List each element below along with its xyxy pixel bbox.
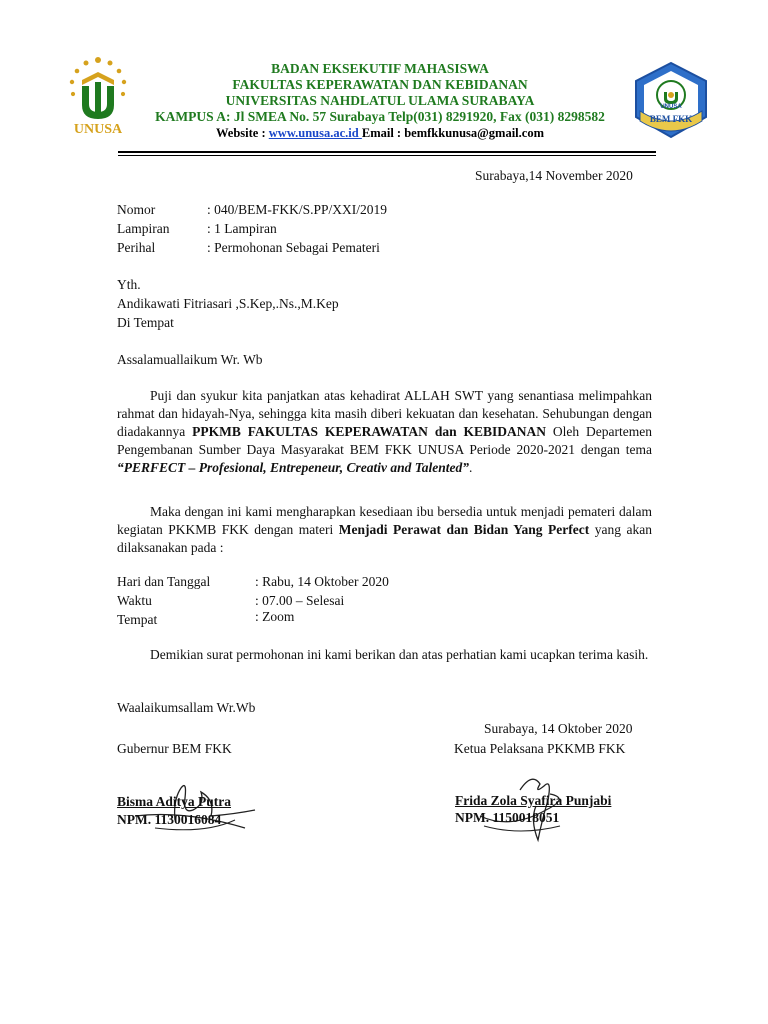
schedule-value: : 07.00 – Selesai <box>255 593 345 608</box>
left-signer-role: Gubernur BEM FKK <box>117 741 232 756</box>
p2-text-a: Maka dengan ini kami mengharapkan kesediaan ibu bersedia untuk menjadi pemateri dalam kegiatan PKKMB FKK dengan materi <box>117 504 652 537</box>
p1-event-name: PPKMB FAKULTAS KEPERAWATAN dan KEBIDANAN <box>192 424 546 439</box>
paragraph-intro <box>117 387 652 477</box>
unusa-logo-text: UNUSA <box>73 122 123 137</box>
letterhead <box>140 61 620 141</box>
left-signer-npm: NPM. 1130016084 <box>117 812 222 827</box>
place-date: Surabaya,14 November 2020 <box>475 168 633 183</box>
unusa-logo <box>64 52 132 140</box>
faculty-name: FAKULTAS KEPERAWATAN DAN KEBIDANAN <box>232 77 528 92</box>
website-label: Website : <box>215 126 269 140</box>
bem-fkk-logo <box>630 61 712 141</box>
right-signer-name: Frida Zola Syafira Punjabi <box>455 793 612 808</box>
meta-label: Perihal <box>117 240 156 255</box>
meta-value: : Permohonan Sebagai Pemateri <box>207 240 380 255</box>
meta-value: : 1 Lampiran <box>207 221 277 236</box>
schedule-label: Hari dan Tanggal <box>117 574 211 589</box>
salam-open: Assalamuallaikum Wr. Wb <box>117 352 263 367</box>
bem-logo-top-text: UNUSA <box>660 104 682 110</box>
header-rule-thin <box>118 155 656 156</box>
meta-nomor <box>117 201 387 219</box>
meta-lampiran <box>117 220 277 238</box>
salam-close: Waalaikumsallam Wr.Wb <box>117 700 256 715</box>
header-rule-thick <box>118 151 656 153</box>
schedule-label: Waktu <box>117 593 152 608</box>
left-signer-name: Bisma Aditya Putra <box>117 794 232 809</box>
paragraph-request <box>117 503 652 557</box>
schedule-time <box>117 592 344 610</box>
meta-label: Nomor <box>117 202 156 217</box>
org-name: BADAN EKSEKUTIF MAHASISWA <box>271 61 489 76</box>
p1-text-c: Oleh Departemen Pengembanan Sumber Daya Masyarakat BEM FKK UNUSA Periode 2020-2021 dengan tema <box>117 424 652 457</box>
website-link[interactable]: www.unusa.ac.id <box>268 126 362 140</box>
paragraph-closing: Demikian surat permohonan ini kami berikan dan atas perhatian kami ucapkan terima kasih. <box>150 647 649 662</box>
address-line: KAMPUS A: Jl SMEA No. 57 Surabaya Telp(031) 8291920, Fax (031) 8298582 <box>155 109 605 124</box>
schedule-place <box>117 611 294 629</box>
p1-text-e: . <box>469 460 473 475</box>
p2-text-c: yang akan dilaksanakan pada : <box>117 522 653 555</box>
p2-topic: Menjadi Perawat dan Bidan Yang Perfect <box>338 522 590 537</box>
university-name: UNIVERSITAS NAHDLATUL ULAMA SURABAYA <box>225 93 535 108</box>
recipient-place: Di Tempat <box>117 315 174 330</box>
recipient-name: Andikawati Fitriasari ,S.Kep,.Ns.,M.Kep <box>117 296 339 311</box>
right-signer-npm: NPM. 1150018051 <box>455 810 560 825</box>
schedule-value: : Zoom <box>255 609 295 624</box>
email-text: Email : bemfkkunusa@gmail.com <box>361 126 544 140</box>
bem-logo-band-text: BEM FKK <box>649 114 693 124</box>
schedule-date <box>117 573 389 591</box>
schedule-value: : Rabu, 14 Oktober 2020 <box>255 574 389 589</box>
p1-theme: “PERFECT – Profesional, Entrepeneur, Creativ and Talented” <box>117 460 470 475</box>
schedule-label: Tempat <box>117 612 158 627</box>
sign-date: Surabaya, 14 Oktober 2020 <box>484 721 633 736</box>
right-signer-role: Ketua Pelaksana PKKMB FKK <box>454 741 626 756</box>
contact-line <box>140 125 620 141</box>
meta-perihal <box>117 239 380 257</box>
meta-label: Lampiran <box>117 221 170 236</box>
recipient-greeting: Yth. <box>117 277 141 292</box>
meta-value: : 040/BEM-FKK/S.PP/XXI/2019 <box>207 202 388 217</box>
p1-text-a: Puji dan syukur kita panjatkan atas kehadirat ALLAH SWT yang senantiasa melimpahkan rahmat dan hidayah-Nya, sehingga kita masih diberi kekuatan dan kesehatan. Sehubungan dengan diadakannya <box>117 388 652 439</box>
